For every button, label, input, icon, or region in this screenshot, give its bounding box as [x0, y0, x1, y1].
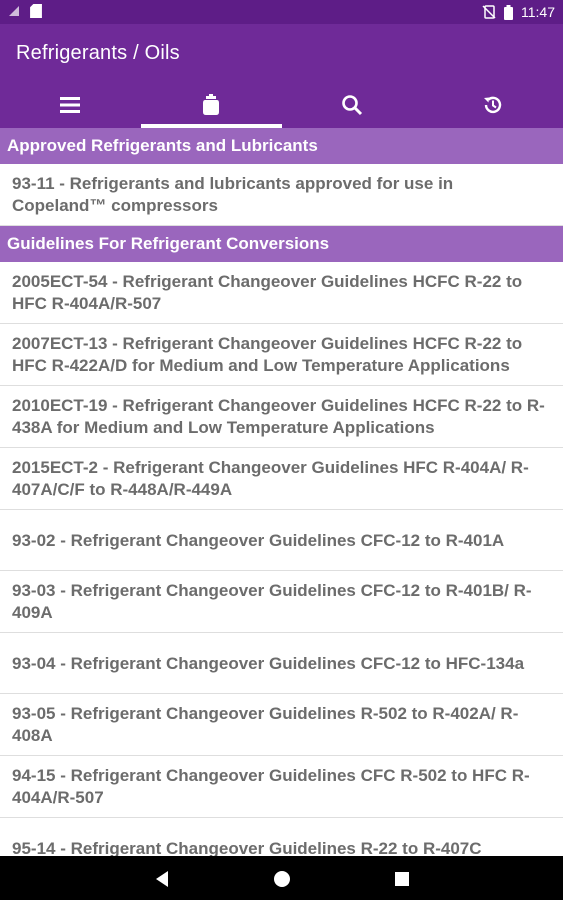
tab-refrigerants[interactable] [141, 82, 282, 128]
history-icon [482, 94, 504, 116]
menu-icon [59, 96, 81, 114]
section-header-guidelines: Guidelines For Refrigerant Conversions [0, 226, 563, 262]
list-item-text: 93-04 - Refrigerant Changeover Guidelines CFC-12 to HFC-134a [12, 653, 525, 673]
navigation-bar [0, 856, 563, 900]
list-item[interactable] [0, 262, 563, 324]
home-button[interactable] [271, 868, 293, 890]
list-item[interactable] [0, 164, 563, 226]
recents-icon [394, 871, 410, 887]
list-item-text: 93-02 - Refrigerant Changeover Guidelines CFC-12 to R-401A [12, 530, 505, 550]
list-item-text: 2015ECT-2 - Refrigerant Changeover Guidelines HFC R-404A/ R-407A/C/F to R-448A/R-449A [12, 458, 529, 499]
list-item-text: 93-03 - Refrigerant Changeover Guidelines CFC-12 to R-401B/ R-409A [12, 581, 532, 622]
tab-menu[interactable] [0, 82, 141, 128]
list-item-text: 2010ECT-19 - Refrigerant Changeover Guidelines HCFC R-22 to R-438A for Medium and Low Temperature Applications [12, 396, 545, 437]
list-item-text: 95-14 - Refrigerant Changeover Guidelines R-22 to R-407C [12, 838, 482, 856]
page-title: Refrigerants / Oils [16, 42, 180, 64]
status-right [482, 3, 555, 21]
bulb-icon [202, 94, 220, 116]
sd-card-icon [30, 4, 42, 18]
tab-bar [0, 82, 563, 128]
search-icon [341, 94, 363, 116]
list-item-text: 93-05 - Refrigerant Changeover Guidelines R-502 to R-402A/ R-408A [12, 704, 519, 745]
clock: 11:47 [521, 4, 555, 20]
list-item-text: 2005ECT-54 - Refrigerant Changeover Guidelines HCFC R-22 to HFC R-404A/R-507 [12, 272, 523, 313]
list-item[interactable] [0, 324, 563, 386]
signal-icon [8, 4, 20, 18]
list-item[interactable] [0, 694, 563, 756]
section-header-approved: Approved Refrigerants and Lubricants [0, 128, 563, 164]
tab-history[interactable] [422, 82, 563, 128]
recents-button[interactable] [391, 868, 413, 890]
list-item[interactable] [0, 633, 563, 694]
list-item[interactable] [0, 571, 563, 633]
list-item[interactable] [0, 756, 563, 818]
content-list[interactable] [0, 128, 563, 856]
no-sim-icon [482, 5, 496, 19]
status-bar [0, 0, 563, 24]
list-item[interactable] [0, 818, 563, 856]
home-icon [273, 870, 291, 888]
back-button[interactable] [151, 868, 173, 890]
list-item-text: 94-15 - Refrigerant Changeover Guidelines CFC R-502 to HFC R-404A/R-507 [12, 766, 530, 807]
back-icon [154, 870, 170, 888]
list-item[interactable] [0, 448, 563, 510]
list-item[interactable] [0, 386, 563, 448]
battery-icon [504, 5, 513, 20]
app-bar [0, 24, 563, 128]
status-left [8, 4, 42, 18]
tab-search[interactable] [282, 82, 423, 128]
list-item-text: 2007ECT-13 - Refrigerant Changeover Guidelines HCFC R-22 to HFC R-422A/D for Medium and Low Temperature Applications [12, 334, 523, 375]
list-item-text: 93-11 - Refrigerants and lubricants approved for use in Copeland™ compressors [12, 174, 454, 215]
list-item[interactable] [0, 510, 563, 571]
